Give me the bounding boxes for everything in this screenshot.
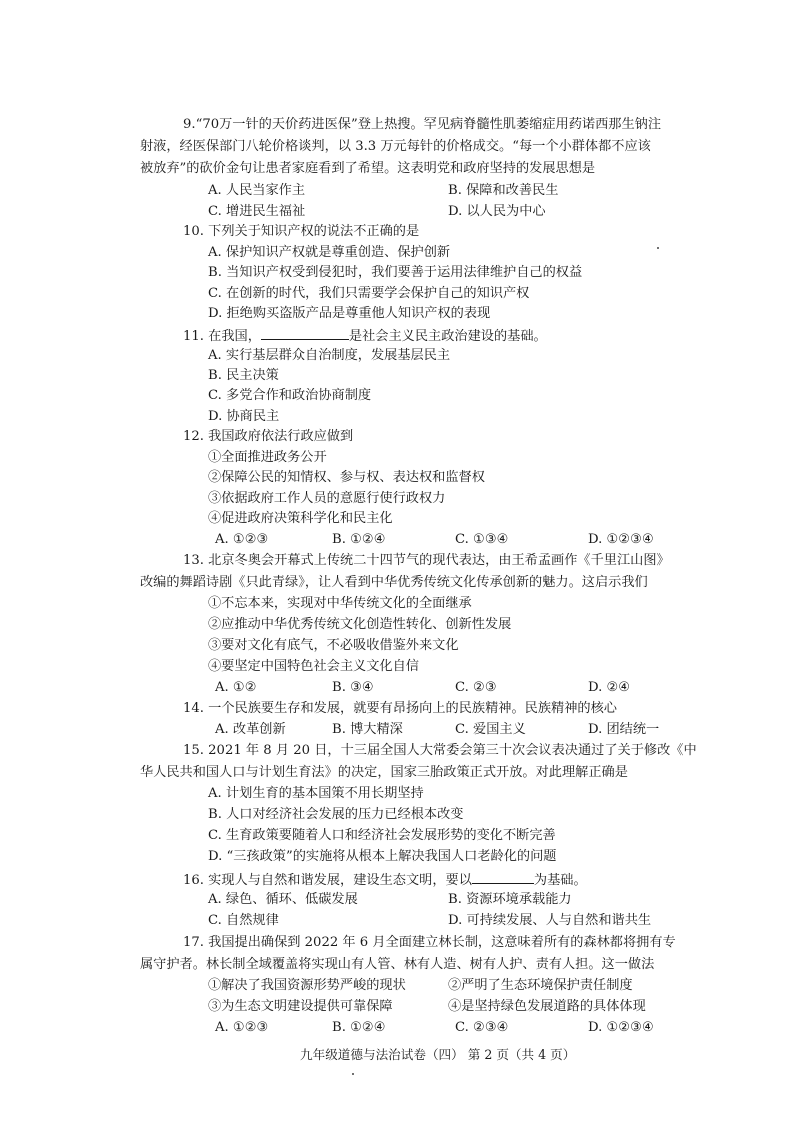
page-footer: 九年级道德与法治试卷（四） 第 2 页（共 4 页） <box>300 1047 576 1062</box>
q16-option-a: A. 绿色、循环、低碳发展 <box>208 892 358 907</box>
q13-option-d: D. ②④ <box>588 680 631 695</box>
q14-option-d: D. 团结统一 <box>588 722 660 737</box>
q17-statement-3: ③为生态文明建设提供可靠保障 <box>208 999 393 1014</box>
q17-statement-2: ②严明了生态环境保护责任制度 <box>448 978 633 993</box>
q11-answer-blank <box>261 325 349 340</box>
q12-statement-3: ③依据政府工作人员的意愿行使行政权力 <box>208 491 446 506</box>
q9-option-c: C. 增进民生福祉 <box>208 204 306 219</box>
q11-option-d: D. 协商民主 <box>208 409 280 424</box>
q17-stem-line2: 属守护者。林长制全域覆盖将实现山有人管、林有人造、树有人护、责有人担。这一做法 <box>140 957 655 972</box>
q9-option-d: D. 以人民为中心 <box>448 204 546 219</box>
q14-option-a: A. 改革创新 <box>215 722 286 737</box>
q17-statement-4: ④是坚持绿色发展道路的具体体现 <box>448 999 646 1014</box>
q13-statement-3: ③要对文化有底气，不必吸收借鉴外来文化 <box>208 638 459 653</box>
q9-stem-line1: 9.“70万一针的天价药进医保”登上热搜。罕见病脊髓性肌萎缩症用药诺西那生钠注 <box>183 117 662 132</box>
q12-option-c: C. ①③④ <box>455 532 509 547</box>
q10-option-d: D. 拒绝购买盗版产品是尊重他人知识产权的表现 <box>208 306 491 321</box>
q12-option-d: D. ①②③④ <box>588 532 654 547</box>
q13-option-c: C. ②③ <box>455 680 497 695</box>
q12-statement-2: ②保障公民的知情权、参与权、表达权和监督权 <box>208 470 485 485</box>
q13-statement-4: ④要坚定中国特色社会主义文化自信 <box>208 659 419 674</box>
q15-option-b: B. 人口对经济社会发展的压力已经根本改变 <box>208 807 464 822</box>
q13-option-a: A. ①② <box>215 680 257 695</box>
q16-option-b: B. 资源环境承载能力 <box>448 892 572 907</box>
q17-option-b: B. ①②④ <box>332 1020 386 1035</box>
q11-stem-start: 11. 在我国， <box>183 329 261 344</box>
q16-stem-start: 16. 实现人与自然和谐发展，建设生态文明，要以 <box>183 873 472 888</box>
q16-stem <box>183 869 587 890</box>
q10-option-c: C. 在创新的时代，我们只需要学会保护自己的知识产权 <box>208 286 530 301</box>
q17-stem-line1: 17. 我国提出确保到 2022 年 6 月全面建立林长制，这意味着所有的森林都将拥有专 <box>183 935 676 950</box>
q9-stem-line3: 被放弃”的砍价金句让患者家庭看到了希望。这表明党和政府坚持的发展思想是 <box>140 161 596 176</box>
q9-stem-line2: 射液，经医保部门八轮价格谈判，以 3.3 万元每针的价格成交。“每一个小群体都不应该 <box>140 139 651 154</box>
q10-stem: 10. 下列关于知识产权的说法不正确的是 <box>183 224 420 239</box>
q12-stem: 12. 我国政府依法行政应做到 <box>183 429 354 444</box>
q12-option-b: B. ①②④ <box>332 532 386 547</box>
q15-option-a: A. 计划生育的基本国策不用长期坚持 <box>208 786 424 801</box>
scan-speck <box>657 247 659 249</box>
q13-statement-1: ①不忘本来，实现对中华传统文化的全面继承 <box>208 596 472 611</box>
q14-option-c: C. 爱国主义 <box>455 722 526 737</box>
q15-option-d: D. “三孩政策”的实施将从根本上解决我国人口老龄化的问题 <box>208 849 557 864</box>
q11-option-a: A. 实行基层群众自治制度，发展基层民主 <box>208 348 451 363</box>
q16-option-d: D. 可持续发展、人与自然和谐共生 <box>448 913 652 928</box>
q14-option-b: B. 博大精深 <box>332 722 403 737</box>
q12-statement-1: ①全面推进政务公开 <box>208 450 327 465</box>
q16-stem-end: 为基础。 <box>533 873 587 888</box>
q13-stem-line2: 改编的舞蹈诗剧《只此青绿》，让人看到中华优秀传统文化传承创新的魅力。这启示我们 <box>140 575 648 590</box>
q9-option-a: A. 人民当家作主 <box>208 183 306 198</box>
q13-stem-line1: 13. 北京冬奥会开幕式上传统二十四节气的现代表达，由王希孟画作《千里江山图》 <box>183 553 670 568</box>
q15-option-c: C. 生育政策要随着人口和经济社会发展形势的变化不断完善 <box>208 828 556 843</box>
q17-option-d: D. ①②③④ <box>588 1020 654 1035</box>
q10-option-a: A. 保护知识产权就是尊重创造、保护创新 <box>208 245 451 260</box>
q11-option-c: C. 多党合作和政治协商制度 <box>208 388 372 403</box>
scan-speck <box>352 1073 354 1075</box>
q17-option-a: A. ①②③ <box>215 1020 269 1035</box>
q9-option-b: B. 保障和改善民生 <box>448 183 559 198</box>
q12-option-a: A. ①②③ <box>215 532 269 547</box>
q10-option-b: B. 当知识产权受到侵犯时，我们要善于运用法律维护自己的权益 <box>208 265 583 280</box>
q16-option-c: C. 自然规律 <box>208 913 279 928</box>
q14-stem: 14. 一个民族要生存和发展，就要有昂扬向上的民族精神。民族精神的核心 <box>183 701 617 716</box>
q11-stem-end: 是社会主义民主政治建设的基础。 <box>348 329 547 344</box>
q12-statement-4: ④促进政府决策科学化和民主化 <box>208 511 393 526</box>
q13-statement-2: ②应推动中华优秀传统文化创造性转化、创新性发展 <box>208 617 512 632</box>
q15-stem-line1: 15. 2021 年 8 月 20 日，十三届全国人大常委会第三十次会议表决通过了关于修改《中 <box>183 743 697 758</box>
q11-stem <box>183 325 547 346</box>
q11-option-b: B. 民主决策 <box>208 368 279 383</box>
q17-option-c: C. ②③④ <box>455 1020 509 1035</box>
q17-statement-1: ①解决了我国资源形势严峻的现状 <box>208 978 406 993</box>
q16-answer-blank <box>472 869 534 884</box>
q15-stem-line2: 华人民共和国人口与计划生育法》的决定，国家三胎政策正式开放。对此理解正确是 <box>140 765 628 780</box>
q13-option-b: B. ③④ <box>332 680 374 695</box>
